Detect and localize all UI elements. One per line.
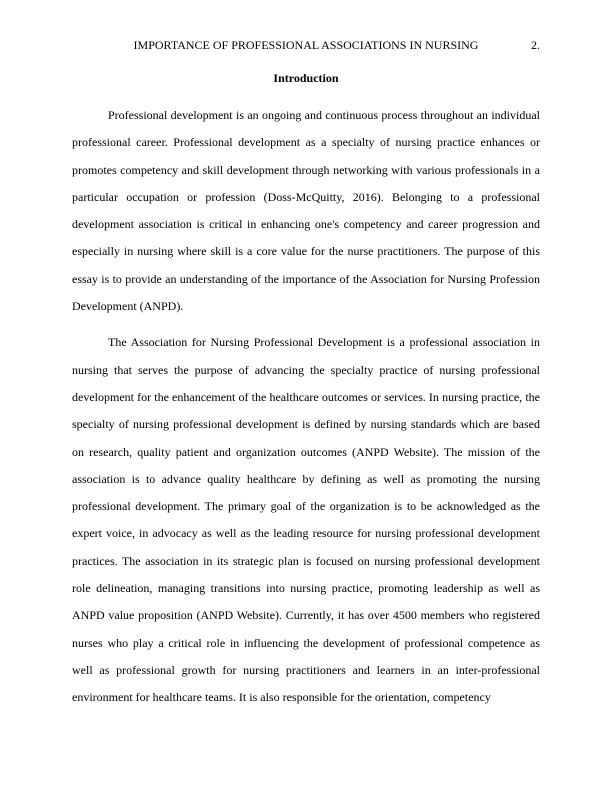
body-text (72, 102, 540, 712)
page-number: 2. (531, 38, 540, 52)
section-heading: Introduction (273, 71, 339, 85)
running-title: IMPORTANCE OF PROFESSIONAL ASSOCIATIONS IN NURSING (133, 38, 479, 52)
running-header (72, 37, 540, 53)
paragraph-association: The Association for Nursing Professional Development is a professional association in nursing that serves the purpose of advancing the specialty practice of nursing professional development for the enhancement of the healthcare outcomes or services. In nursing practice, the specialty of nursing professional development is defined by nursing standards which are based on research, quality patient and organization outcomes (ANPD Website). The mission of the association is to advance quality healthcare by defining as well as promoting the nursing professional development. The primary goal of the organization is to be acknowledged as the expert voice, in advocacy as well as the leading resource for nursing professional development practices. The association in its strategic plan is focused on nursing professional development role delineation, managing transitions into nursing practice, promoting leadership as well as ANPD value proposition (ANPD Website). Currently, it has over 4500 members who registered nurses who play a critical role in influencing the development of professional competence as well as professional growth for nursing practitioners and learners in an inter-professional environment for healthcare teams. It is also responsible for the orientation, competency (72, 335, 540, 705)
paragraph-introduction: Professional development is an ongoing and continuous process throughout an individual professional career. Professional development as a specialty of nursing practice enhances or promotes competency and skill development through networking with various professionals in a particular occupation or profession (Doss-McQuitty, 2016). Belonging to a professional development association is critical in enhancing one's competency and career progression and especially in nursing where skill is a core value for the nurse practitioners. The purpose of this essay is to provide an understanding of the importance of the Association for Nursing Profession Development (ANPD). (72, 108, 540, 314)
